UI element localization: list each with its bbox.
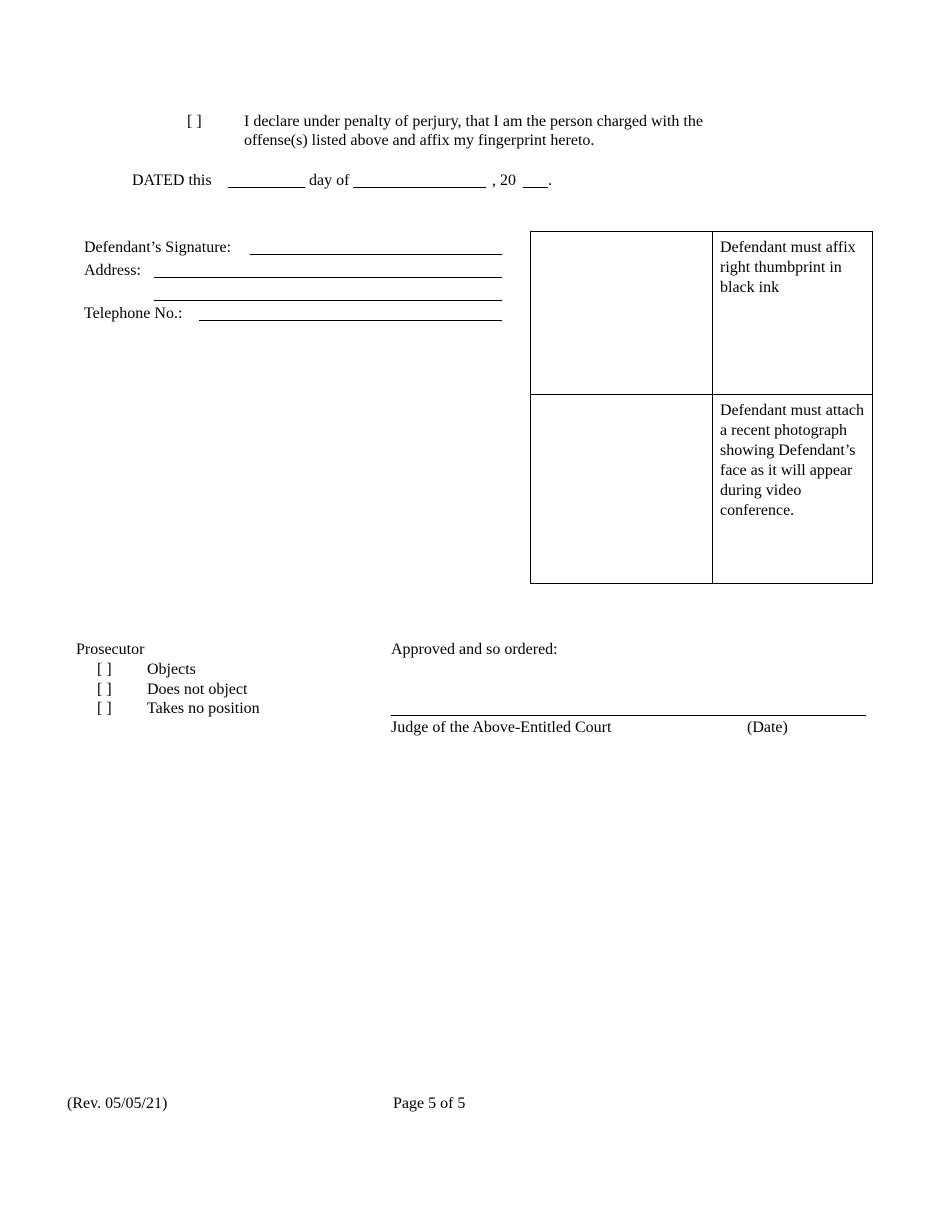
telephone-label: Telephone No.: bbox=[84, 305, 183, 322]
dated-year-label: , 20 bbox=[492, 172, 516, 189]
prosecutor-objects-label: Objects bbox=[147, 661, 196, 678]
declaration-checkbox[interactable]: [ ] bbox=[187, 113, 202, 130]
page-number: Page 5 of 5 bbox=[393, 1095, 466, 1112]
dated-label: DATED this bbox=[132, 172, 212, 189]
signature-label: Defendant’s Signature: bbox=[84, 239, 232, 256]
print-photo-box bbox=[530, 231, 873, 584]
declaration-line-2: offense(s) listed above and affix my fingerprint hereto. bbox=[244, 132, 595, 149]
address-field-line-1[interactable] bbox=[154, 277, 502, 278]
prosecutor-no-object-checkbox[interactable]: [ ] bbox=[97, 681, 112, 698]
dated-day-field[interactable] bbox=[228, 187, 305, 188]
prosecutor-objects-checkbox[interactable]: [ ] bbox=[97, 661, 112, 678]
judge-signature-field[interactable] bbox=[391, 715, 866, 716]
revision-note: (Rev. 05/05/21) bbox=[67, 1095, 168, 1112]
dated-period: . bbox=[548, 172, 552, 189]
declaration-line-1: I declare under penalty of perjury, that I am the person charged with the bbox=[244, 113, 703, 130]
thumbprint-instruction: Defendant must affix right thumbprint in black ink bbox=[720, 239, 856, 296]
photo-area bbox=[531, 395, 712, 583]
prosecutor-no-position-label: Takes no position bbox=[147, 700, 260, 717]
address-label: Address: bbox=[84, 262, 141, 279]
address-field-line-2[interactable] bbox=[154, 300, 502, 301]
box-vertical-divider bbox=[712, 232, 713, 583]
approval-heading: Approved and so ordered: bbox=[391, 641, 558, 658]
telephone-field[interactable] bbox=[199, 320, 502, 321]
dated-day-of-label: day of bbox=[309, 172, 350, 189]
dated-month-field[interactable] bbox=[353, 187, 486, 188]
judge-label: Judge of the Above-Entitled Court bbox=[391, 719, 612, 736]
dated-year-field[interactable] bbox=[523, 187, 548, 188]
thumbprint-area bbox=[531, 232, 712, 394]
date-label: (Date) bbox=[747, 719, 788, 736]
photo-instruction: Defendant must attach a recent photograph showing Defendant’s face as it will appear during video conference. bbox=[720, 402, 864, 519]
prosecutor-no-position-checkbox[interactable]: [ ] bbox=[97, 700, 112, 717]
signature-field[interactable] bbox=[250, 254, 502, 255]
prosecutor-no-object-label: Does not object bbox=[147, 681, 248, 698]
prosecutor-heading: Prosecutor bbox=[76, 641, 145, 658]
